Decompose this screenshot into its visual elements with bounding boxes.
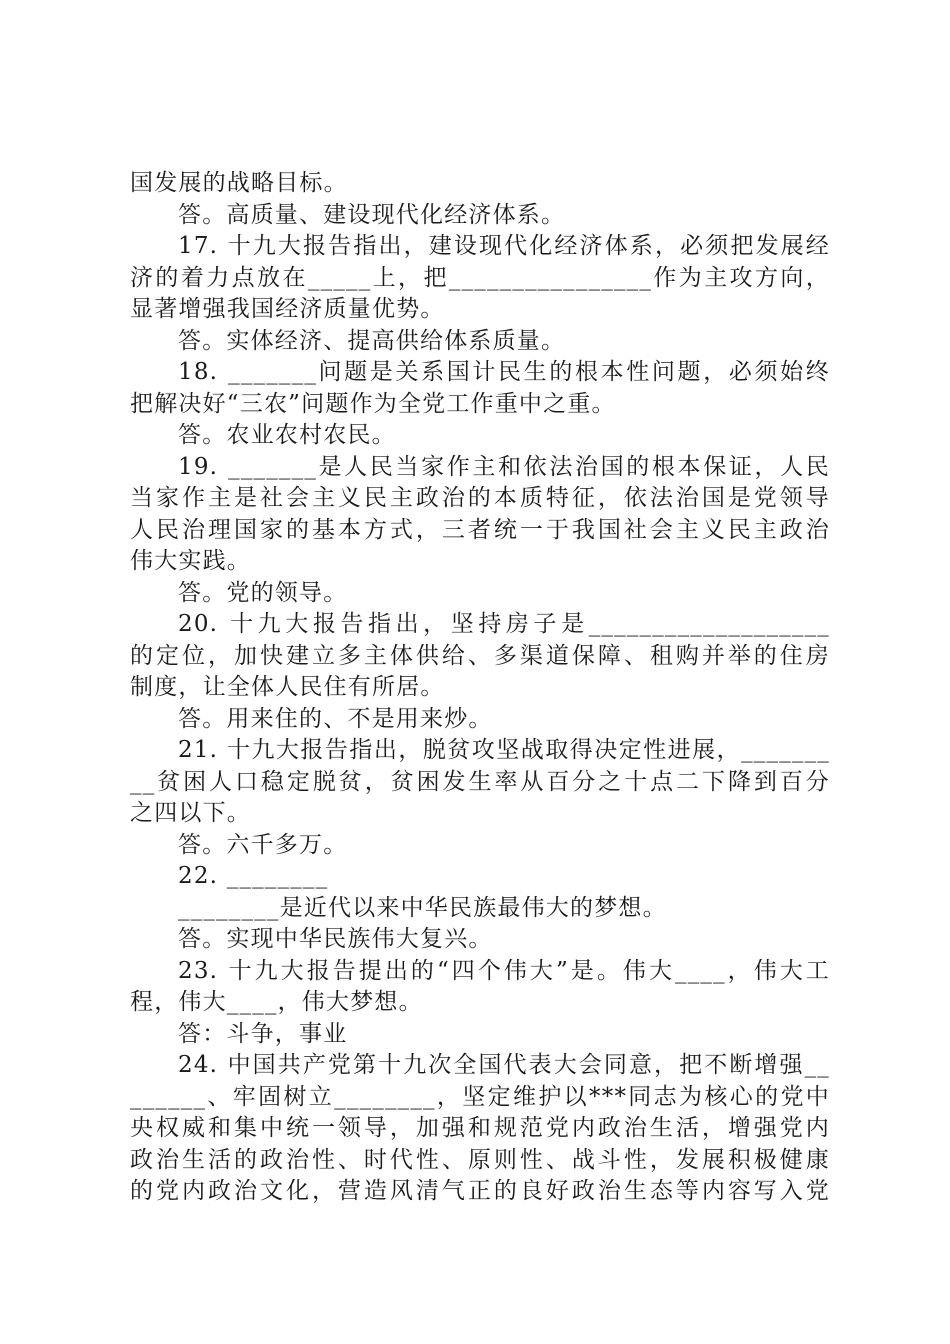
text-line: 答。六千多万。 xyxy=(178,831,348,858)
text-line: 答。农业农村农民。 xyxy=(178,422,396,448)
text-line: __贫困人口稳定脱贫，贫困发生率从百分之十点二下降到百分 xyxy=(130,768,830,795)
text-line: 18. _______问题是关系国计民生的根本性问题，必须始终 xyxy=(178,359,830,385)
text-line: 国发展的战略目标。 xyxy=(130,170,348,196)
text-line: 答。实现中华民族伟大复兴。 xyxy=(178,926,493,952)
text-line: 19. _______是人民当家作主和依法治国的根本保证，人民 xyxy=(178,453,830,480)
text-line: 人民治理国家的基本方式，三者统一于我国社会主义民主政治 xyxy=(130,516,830,543)
text-line: 答。高质量、建设现代化经济体系。 xyxy=(178,201,566,228)
text-line: 22. ________ xyxy=(178,863,329,889)
text-line: ________是近代以来中华民族最伟大的梦想。 xyxy=(178,894,667,921)
text-line: 答。实体经济、提高供给体系质量。 xyxy=(178,327,566,354)
text-line: 的定位，加快建立多主体供给、多渠道保障、租购并举的住房 xyxy=(130,642,830,669)
text-line: 伟大实践。 xyxy=(130,548,251,574)
text-line: 答。用来住的、不是用来炒。 xyxy=(178,705,493,732)
text-line: 21. 十九大报告指出，脱贫攻坚战取得决定性进展，_______ xyxy=(178,737,830,763)
text-line: 把解决好“三农”问题作为全党工作重中之重。 xyxy=(130,390,616,417)
text-line: 程，伟大____，伟大梦想。 xyxy=(130,989,423,1015)
text-line: 制度，让全体人民住有所居。 xyxy=(130,674,445,700)
document-body xyxy=(130,168,830,1208)
text-line: 答。党的领导。 xyxy=(178,579,348,606)
text-line: 的党内政治文化，营造风清气正的良好政治生态等内容写入党 xyxy=(130,1178,830,1204)
text-line: 央权威和集中统一领导，加强和规范党内政治生活，增强党内 xyxy=(130,1115,830,1141)
text-line: 17. 十九大报告指出，建设现代化经济体系，必须把发展经 xyxy=(178,233,830,259)
text-line: 政治生活的政治性、时代性、原则性、战斗性，发展积极健康 xyxy=(130,1146,830,1173)
text-line: 20. 十九大报告指出，坚持房子是___________________ xyxy=(178,611,830,637)
text-line: ______、牢固树立________，坚定维护以***同志为核心的党中 xyxy=(130,1083,830,1110)
text-line: 24. 中国共产党第十九次全国代表大会同意，把不断增强__ xyxy=(178,1052,830,1078)
text-line: 答：斗争，事业 xyxy=(178,1020,348,1047)
text-line: 当家作主是社会主义民主政治的本质特征，依法治国是党领导 xyxy=(130,485,830,511)
text-line: 之四以下。 xyxy=(130,800,251,826)
text-line: 济的着力点放在_____上，把________________作为主攻方向， xyxy=(130,264,830,291)
text-line: 显著增强我国经济质量优势。 xyxy=(130,296,445,322)
text-line: 23. 十九大报告提出的“四个伟大”是。伟大____，伟大工 xyxy=(178,957,830,984)
